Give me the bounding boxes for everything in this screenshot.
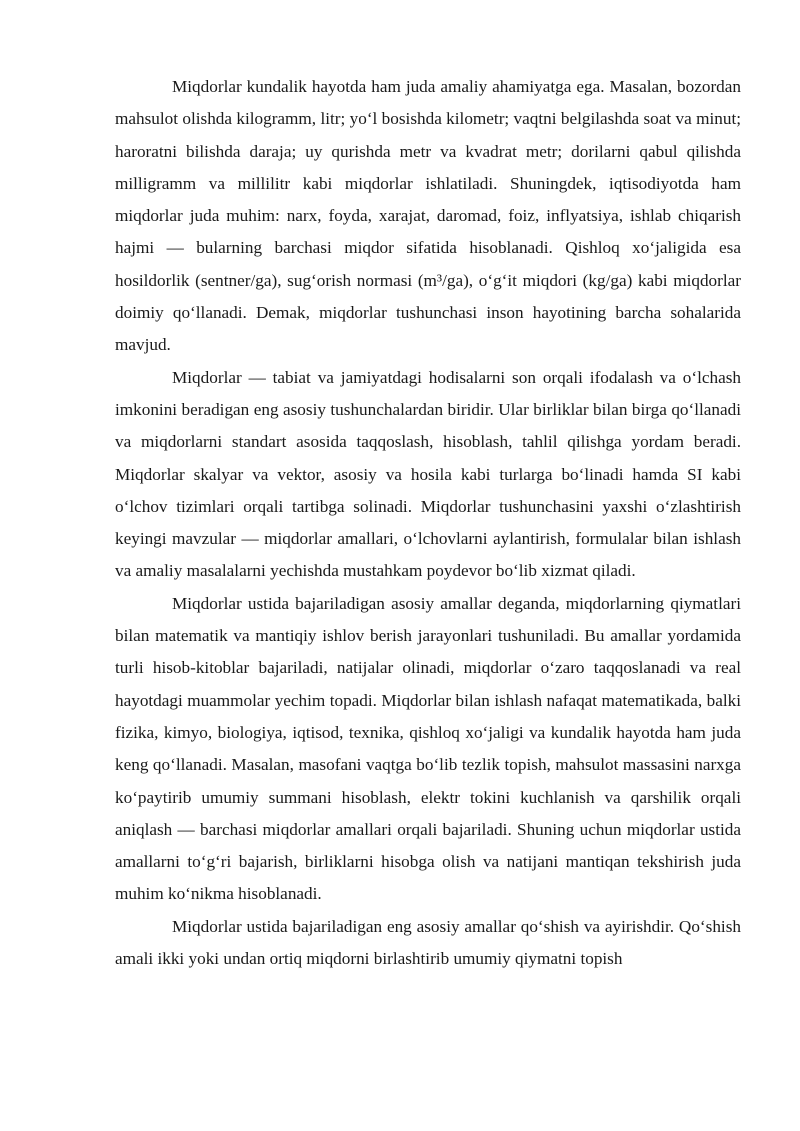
paragraph-addition-subtraction: Miqdorlar ustida bajariladigan eng asosiy amallar qo‘shish va ayirishdir. Qo‘shish amali ikki yoki undan ortiq miqdorni birlashtirib umumiy qiymatni topish [115, 916, 741, 969]
paragraph-operations-on-quantities: Miqdorlar ustida bajariladigan asosiy amallar deganda, miqdorlarning qiymatlari bilan matematik va mantiqiy ishlov berish jarayonlari tushuniladi. Bu amallar yordamida turli hisob-kitoblar bajariladi, natijalar olinadi, miqdorlar o‘zaro taqqoslanadi va real hayotdagi muammolar yechim topadi. Miqdorlar bilan ishlash nafaqat matematikada, balki fizika, kimyo, biologiya, iqtisod, texnika, qishloq xo‘jaligi va kundalik hayotda ham juda keng qo‘llanadi. Masalan, masofani vaqtga bo‘lib tezlik topish, mahsulot massasini narxga ko‘paytirib umumiy summani hisoblash, elektr tokini kuchlanish va qarshilik orqali aniqlash — barchasi miqdorlar amallari orqali bajariladi. Shuning uchun miqdorlar ustida amallarni to‘g‘ri bajarish, birliklarni hisobga olish va natijani mantiqan tekshirish juda muhim ko‘nikma hisoblanadi. [115, 593, 741, 904]
paragraph-quantities-definition: Miqdorlar — tabiat va jamiyatdagi hodisalarni son orqali ifodalash va o‘lchash imkonini beradigan eng asosiy tushunchalardan biridir. Ular birliklar bilan birga qo‘llanadi va miqdorlarni standart asosida taqqoslash, hisoblash, tahlil qilishga yordam beradi. Miqdorlar skalyar va vektor, asosiy va hosila kabi turlarga bo‘linadi hamda SI kabi o‘lchov tizimlari orqali tartibga solinadi. Miqdorlar tushunchasini yaxshi o‘zlashtirish keyingi mavzular — miqdorlar amallari, o‘lchovlarni aylantirish, formulalar bilan ishlash va amaliy masalalarni yechishda mustahkam poydevor bo‘lib xizmat qiladi. [115, 367, 741, 581]
paragraph-everyday-quantities: Miqdorlar kundalik hayotda ham juda amaliy ahamiyatga ega. Masalan, bozordan mahsulot olishda kilogramm, litr; yo‘l bosishda kilometr; vaqtni belgilashda soat va minut; haroratni bilishda daraja; uy qurishda metr va kvadrat metr; dorilarni qabul qilishda milligramm va millilitr kabi miqdorlar ishlatiladi. Shuningdek, iqtisodiyotda ham miqdorlar juda muhim: narx, foyda, xarajat, daromad, foiz, inflyatsiya, ishlab chiqarish hajmi — bularning barchasi miqdor sifatida hisoblanadi. Qishloq xo‘jaligida esa hosildorlik (sentner/ga), sug‘orish normasi (m³/ga), o‘g‘it miqdori (kg/ga) kabi miqdorlar doimiy qo‘llanadi. Demak, miqdorlar tushunchasi inson hayotining barcha sohalarida mavjud. [115, 77, 741, 355]
document-body [115, 71, 741, 975]
